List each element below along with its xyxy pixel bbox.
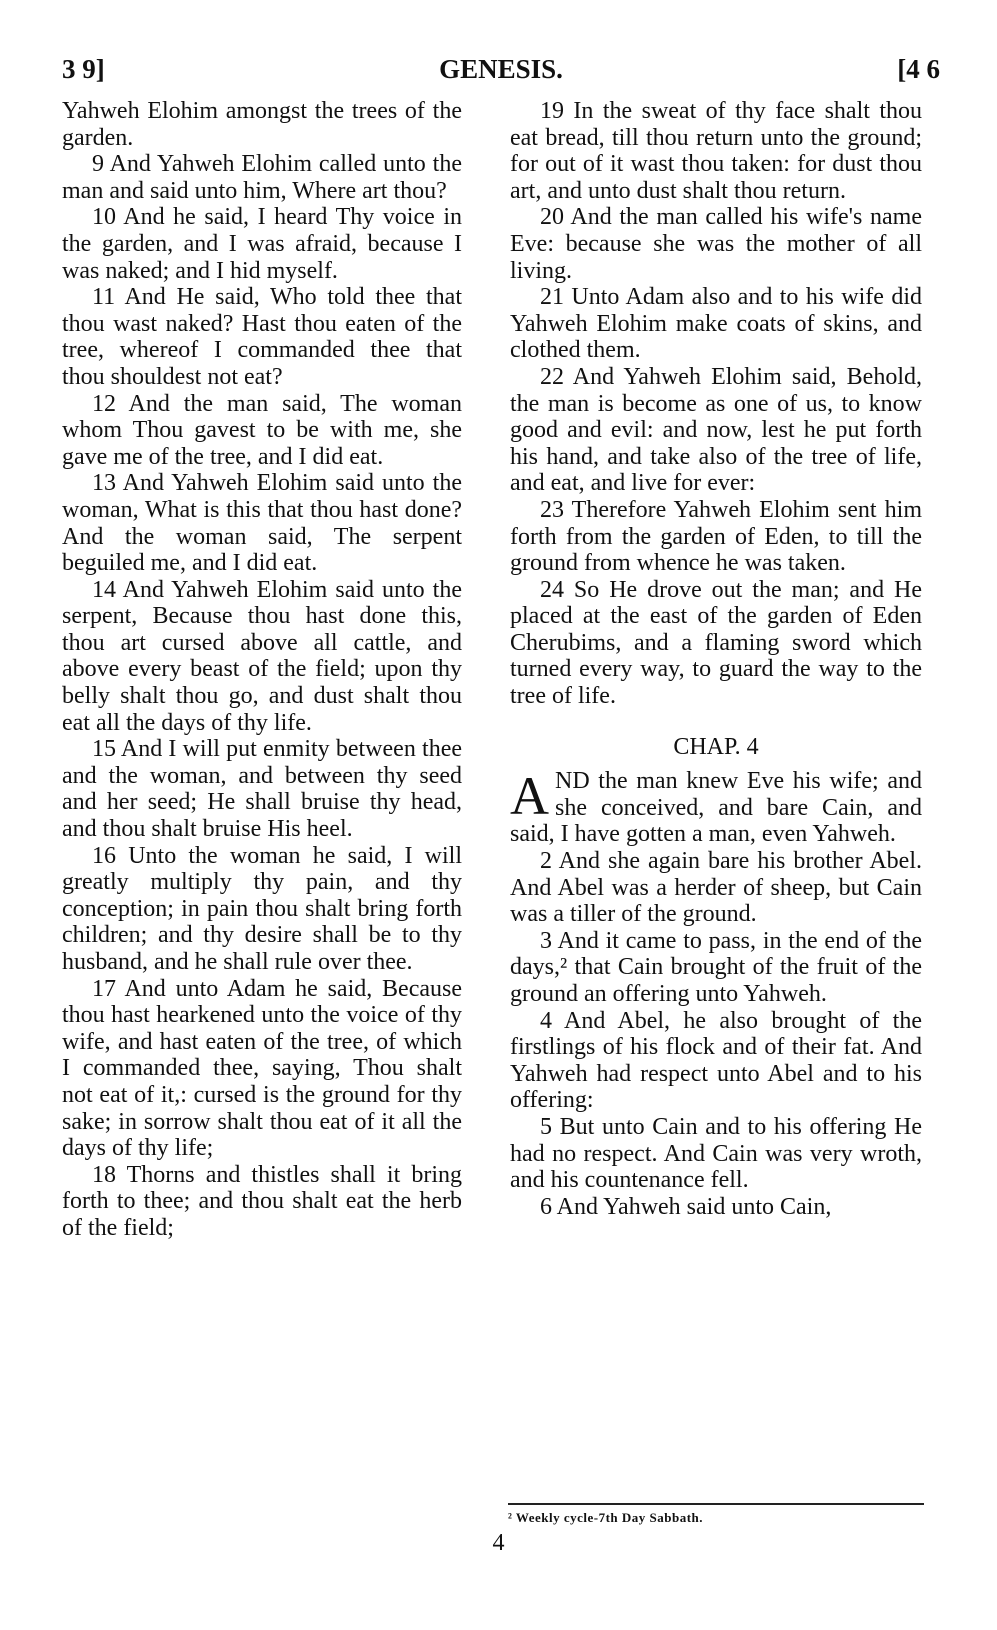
footnote-rule bbox=[508, 1503, 924, 1505]
page-number: 4 bbox=[492, 1530, 505, 1556]
verse: 14 And Yahweh Elohim said unto the serpent, Because thou hast done this, thou art cursed above all cattle, and above every beast of the field; upon thy belly shalt thou go, and dust shalt thou eat all the days of thy life. bbox=[62, 576, 462, 736]
verse: 4 And Abel, he also brought of the firstlings of his flock and of their fat. And Yahweh had respect unto Abel and to his offering: bbox=[510, 1007, 922, 1114]
right-column-verses-ch4 bbox=[510, 848, 922, 1220]
verse: 9 And Yahweh Elohim called unto the man and said unto him, Where art thou? bbox=[62, 151, 462, 204]
left-column bbox=[62, 98, 462, 1242]
verse: 24 So He drove out the man; and He placed at the east of the garden of Eden Cherubims, and a flaming sword which turned every way, to guard the way to the tree of life. bbox=[510, 576, 922, 710]
verse: 13 And Yahweh Elohim said unto the woman, What is this that thou hast done? And the woman said, The serpent beguiled me, and I did eat. bbox=[62, 470, 462, 577]
chapter-opening-paragraph bbox=[510, 768, 922, 848]
verse: 20 And the man called his wife's name Eve: because she was the mother of all living. bbox=[510, 204, 922, 284]
verse: 17 And unto Adam he said, Because thou hast hearkened unto the voice of thy wife, and hast eaten of the tree, of which I commanded thee, saying, Thou shalt not eat of it,: cursed is the ground for thy sake; in sorrow shalt thou eat of it all the days of thy life; bbox=[62, 975, 462, 1162]
chapter-opening-text: ND the man knew Eve his wife; and she conceived, and bare Cain, and said, I have gotten a man, even Yahweh. bbox=[510, 768, 922, 848]
running-header bbox=[62, 54, 940, 88]
verse: 22 And Yahweh Elohim said, Behold, the man is become as one of us, to know good and evil: and now, lest he put forth his hand, and take also of the tree of life, and eat, and live for ever: bbox=[510, 363, 922, 497]
verse: 12 And the man said, The woman whom Thou gavest to be with me, she gave me of the tree, and I did eat. bbox=[62, 390, 462, 470]
footnote: ² Weekly cycle-7th Day Sabbath. bbox=[508, 1510, 704, 1525]
verse: 21 Unto Adam also and to his wife did Yahweh Elohim make coats of skins, and clothed them. bbox=[510, 284, 922, 364]
verse: 15 And I will put enmity between thee and the woman, and between thy seed and her seed; He shall bruise thy head, and thou shalt bruise His heel. bbox=[62, 736, 462, 843]
verse: 11 And He said, Who told thee that thou wast naked? Hast thou eaten of the tree, whereof I commanded thee that thou shouldest not eat? bbox=[62, 284, 462, 390]
verse: Yahweh Elohim amongst the trees of the garden. bbox=[62, 98, 462, 151]
verse: 23 Therefore Yahweh Elohim sent him forth from the garden of Eden, to till the ground from whence he was taken. bbox=[510, 496, 922, 577]
header-verse-range-start: 3 9] bbox=[62, 54, 105, 84]
right-column bbox=[510, 98, 922, 1220]
verse: 2 And she again bare his brother Abel. And Abel was a herder of sheep, but Cain was a tiller of the ground. bbox=[510, 848, 922, 928]
verse: 5 But unto Cain and to his offering He had no respect. And Cain was very wroth, and his countenance fell. bbox=[510, 1113, 922, 1194]
verse: 16 Unto the woman he said, I will greatly multiply thy pain, and thy conception; in pain thou shalt bring forth children; and thy desire shall be to thy husband, and he shall rule over thee. bbox=[62, 842, 462, 975]
drop-cap: A bbox=[510, 766, 549, 827]
right-column-verses-ch3 bbox=[510, 98, 922, 710]
chapter-heading: CHAP. 4 bbox=[673, 733, 759, 760]
verse: 10 And he said, I heard Thy voice in the garden, and I was afraid, because I was naked; and I hid myself. bbox=[62, 204, 462, 284]
verse: 6 And Yahweh said unto Cain, bbox=[540, 1193, 832, 1220]
verse: 18 Thorns and thistles shall it bring forth to thee; and thou shalt eat the herb of the field; bbox=[62, 1161, 462, 1241]
verse: 19 In the sweat of thy face shalt thou eat bread, till thou return unto the ground; for out of it wast thou taken: for dust thou art, and unto dust shalt thou return. bbox=[510, 98, 922, 204]
header-verse-range-end: [4 6 bbox=[897, 54, 940, 84]
header-book-title: GENESIS. bbox=[439, 54, 563, 84]
verse: 3 And it came to pass, in the end of the days,² that Cain brought of the fruit of the ground an offering unto Yahweh. bbox=[510, 927, 922, 1007]
